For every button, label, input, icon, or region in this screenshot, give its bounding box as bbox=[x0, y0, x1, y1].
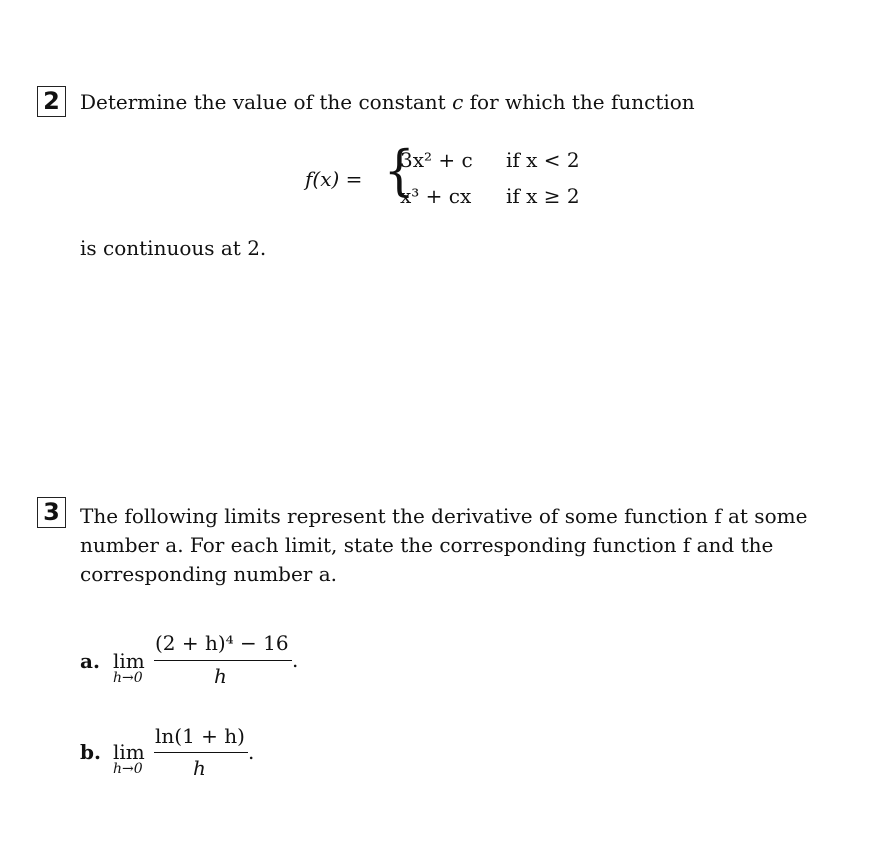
part-b-numerator: ln(1 + h) bbox=[155, 724, 245, 748]
part-b-fraction-bar bbox=[154, 752, 248, 753]
statement-text-after: for which the function bbox=[469, 90, 695, 114]
part-a-period: . bbox=[292, 648, 299, 672]
problem-3-line-1: The following limits represent the derivative of some function f at some bbox=[80, 504, 808, 528]
problem-number-2: 2 bbox=[37, 86, 66, 117]
problem-2-conclusion: is continuous at 2. bbox=[80, 236, 267, 260]
problem-number-3: 3 bbox=[37, 497, 66, 528]
part-a-lim-subscript: h→0 bbox=[113, 670, 143, 686]
case2-expression: x³ + cx bbox=[400, 184, 472, 208]
part-a-fraction-bar bbox=[154, 660, 292, 661]
case1-expression: 3x² + c bbox=[400, 148, 473, 172]
part-b-denominator: h bbox=[193, 756, 206, 780]
part-a-denominator: h bbox=[214, 664, 227, 688]
part-b-lim: lim bbox=[113, 740, 145, 764]
function-lhs: f(x) = bbox=[305, 167, 363, 191]
part-b-period: . bbox=[248, 740, 255, 764]
piecewise-brace: { bbox=[383, 139, 415, 202]
problem-2-statement bbox=[80, 88, 816, 117]
part-a-label: a. bbox=[80, 649, 100, 673]
part-a-lim: lim bbox=[113, 649, 145, 673]
problem-3-line-2: number a. For each limit, state the corresponding function f and the bbox=[80, 533, 774, 557]
case2-condition: if x ≥ 2 bbox=[506, 184, 580, 208]
constant-c: c bbox=[452, 90, 464, 114]
statement-text-before: Determine the value of the constant bbox=[80, 90, 446, 114]
problem-3-line-3: corresponding number a. bbox=[80, 562, 337, 586]
part-a-numerator: (2 + h)⁴ − 16 bbox=[155, 631, 289, 655]
part-b-lim-subscript: h→0 bbox=[113, 761, 143, 777]
part-b-label: b. bbox=[80, 740, 101, 764]
case1-condition: if x < 2 bbox=[506, 148, 580, 172]
